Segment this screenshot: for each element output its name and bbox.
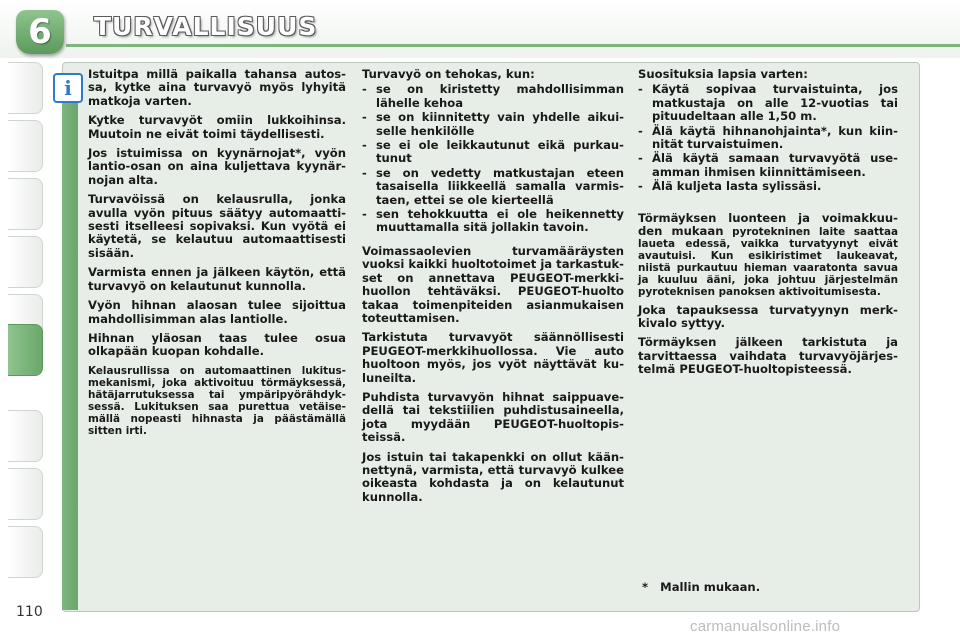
list-item bbox=[362, 139, 624, 166]
chapter-tab-4[interactable] bbox=[8, 236, 43, 288]
list-item bbox=[638, 152, 898, 179]
paragraph: Törmäyksen jälkeen tarkistuta ja tarvittaessa vaihdata turvavyöjärjes-telmä PEUGEOT-huoltopisteessä. bbox=[638, 335, 898, 377]
list-item-text: sen tehokkuutta ei ole heikennetty muuttamalla sitä jollakin tavoin. bbox=[376, 207, 624, 235]
paragraph: Vyön hihnan alaosan tulee sijoittua mahdollisimman alas lantiolle. bbox=[88, 298, 346, 326]
list-item bbox=[638, 180, 898, 193]
chapter-tab-3[interactable] bbox=[8, 178, 43, 230]
chapter-tab-strip bbox=[0, 62, 48, 582]
list-item bbox=[362, 167, 624, 207]
list-item-text: se on vedetty matkustajan eteen tasaisella liikkeellä samalla varmis-taen, ettei se ole kierteellä bbox=[376, 165, 624, 207]
dash-bullet: - bbox=[638, 123, 643, 138]
paragraph: Voimassaolevien turvamääräysten vuoksi kaikki huoltotoimet ja tarkastuk-set on annettava PEUGEOT-merkki-huollon tehtäväksi. PEUGEOT-huolto takaa toimenpiteiden asianmukaisen toteuttamisen. bbox=[362, 243, 624, 325]
dash-bullet: - bbox=[638, 82, 643, 97]
header-divider bbox=[66, 44, 960, 47]
watermark: carmanualsonline.info bbox=[690, 618, 841, 635]
list-item bbox=[638, 83, 898, 123]
list-item bbox=[362, 83, 624, 110]
page-title: TURVALLISUUS bbox=[94, 12, 318, 41]
effectiveness-list bbox=[362, 83, 624, 234]
section-heading: Suosituksia lapsia varten: bbox=[638, 67, 808, 81]
paragraph: Hihnan yläosan taas tulee osua olkapään kuopan kohdalle. bbox=[88, 330, 346, 359]
chapter-tab-9[interactable] bbox=[8, 526, 43, 578]
column-2 bbox=[362, 68, 624, 510]
paragraph: Joka tapauksessa turvatyynyn merk-kivalo syttyy. bbox=[638, 302, 898, 331]
page-number: 110 bbox=[16, 604, 43, 620]
chapter-tab-8[interactable] bbox=[8, 468, 43, 520]
chapter-tab-1[interactable] bbox=[8, 62, 43, 114]
paragraph: Puhdista turvavyön hihnat saippuave-dellä tai tekstiilien puhdistusaineella, jota myydään PEUGEOT-huoltopis-teissä. bbox=[362, 389, 624, 445]
paragraph: Turvavöissä on kelausrulla, jonka avulla vyön pituus säätyy automaatti-sesti itselleesi sopivaksi. Kun vyötä ei käytetä, se kelautuu automaattisesti sisään. bbox=[88, 192, 346, 260]
list-item bbox=[362, 111, 624, 138]
list-item-text: se ei ole leikkautunut eikä purkau-tunut bbox=[376, 138, 624, 166]
dash-bullet: - bbox=[362, 138, 367, 153]
list-item bbox=[638, 125, 898, 152]
paragraph-rest: pyrotekninen laite saattaa laueta edessä, vaikka turvatyynyt eivät avautuisi. Kun esikiristimet laukeavat, niistä purkautuu hieman vaaratonta savua ja kuuluu ääni, joka johtuu järjestelmän pyroteknisen panoksen aktivoitumisesta. bbox=[638, 225, 898, 298]
list-item-text: Käytä sopivaa turvaistuinta, jos matkustaja on alle 12-vuotias tai pituudeltaan alle 1,50 m. bbox=[652, 82, 898, 124]
list-item-text: Älä kuljeta lasta sylissäsi. bbox=[652, 179, 822, 194]
chapter-tab-7[interactable] bbox=[8, 410, 43, 462]
list-item-text: se on kiinnitetty vain yhdelle aikui-selle henkilölle bbox=[376, 110, 624, 138]
list-item-text: Älä käytä samaan turvavyötä use-amman ihmisen kiinnittämiseen. bbox=[652, 151, 898, 179]
paragraph-small bbox=[638, 212, 898, 298]
paragraph: Jos istuimissa on kyynärnojat*, vyön lantio-osan on aina kuljettava kyynär-nojan alta. bbox=[88, 146, 346, 187]
list-item-text: se on kiristetty mahdollisimman lähelle kehoa bbox=[376, 82, 624, 110]
dash-bullet: - bbox=[362, 207, 367, 222]
panel-accent-bar bbox=[62, 88, 78, 610]
paragraph: Varmista ennen ja jälkeen käytön, että turvavyö on kelautunut kunnolla. bbox=[88, 265, 346, 293]
chapter-tab-2[interactable] bbox=[8, 120, 43, 172]
paragraph: Istuitpa millä paikalla tahansa autos-sa, kytke aina turvavyö myös lyhyitä matkoja varten. bbox=[88, 67, 346, 108]
dash-bullet: - bbox=[362, 82, 367, 97]
column-3 bbox=[638, 68, 898, 383]
paragraph: Kytke turvavyöt omiin lukkoihinsa. Muutoin ne eivät toimi täydellisesti. bbox=[88, 113, 346, 141]
paragraph: Jos istuin tai takapenkki on ollut kään-nettynä, varmista, että turvavyö kulkee oikeasta kohdasta ja on kelautunut kunnolla. bbox=[362, 449, 624, 504]
paragraph-small: Kelausrullissa on automaattinen lukitus-mekanismi, joka aktivoituu törmäyksessä, hätäjarrutuksessa tai ympäripyörähdyk-sessä. Lukituksen saa purettua vetäise-mällä nopeasti hihnasta ja päästämällä sitten irti. bbox=[88, 364, 346, 437]
chapter-tab-6-active[interactable] bbox=[8, 324, 43, 376]
dash-bullet: - bbox=[638, 151, 643, 166]
column-1 bbox=[88, 68, 346, 443]
list-item bbox=[362, 208, 624, 235]
child-recommendations-list bbox=[638, 83, 898, 193]
paragraph: Tarkistuta turvavyöt säännöllisesti PEUGEOT-merkkihuollossa. Vie auto huoltoon myös, jos vyöt näyttävät ku-luneilta. bbox=[362, 330, 624, 385]
info-icon: i bbox=[53, 73, 83, 103]
paragraph-lead: Törmäyksen luonteen ja voimakkuu-den mukaan bbox=[638, 210, 898, 238]
dash-bullet: - bbox=[362, 110, 367, 125]
list-item-text: Älä käytä hihnanohjainta*, kun kiin-nität turvaistuimen. bbox=[652, 123, 898, 152]
footnote: * Mallin mukaan. bbox=[642, 580, 761, 594]
dash-bullet: - bbox=[362, 165, 367, 180]
list-intro: Turvavyö on tehokas, kun: bbox=[362, 67, 535, 81]
dash-bullet: - bbox=[638, 179, 643, 194]
chapter-badge: 6 bbox=[16, 10, 64, 54]
